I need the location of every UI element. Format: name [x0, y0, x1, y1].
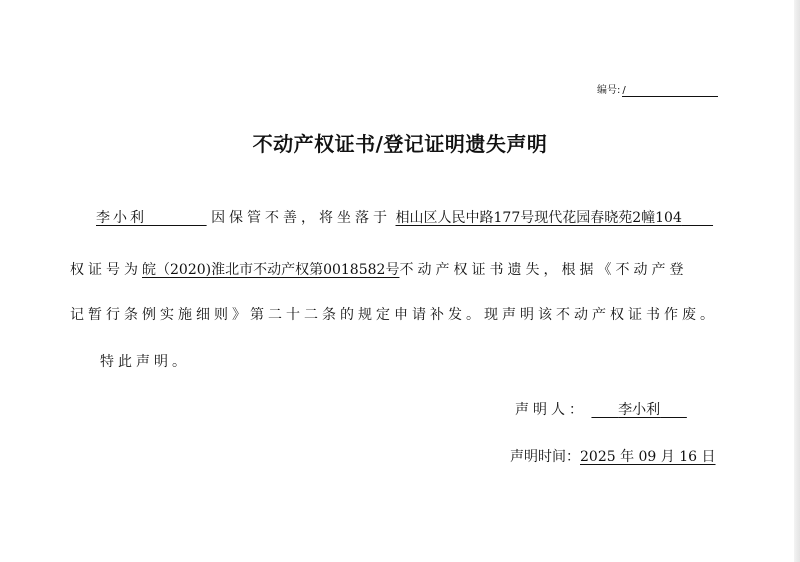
statement-text-a: 因保管不善，将坐落于: [211, 210, 392, 226]
statement-line-1: [96, 209, 713, 227]
serial-label: 编号:: [597, 85, 621, 96]
declare-time-label: 声明时间：: [510, 449, 580, 465]
statement-line-2: [70, 261, 687, 279]
owner-name: 李小利: [96, 210, 147, 226]
declare-time-line: [510, 448, 716, 466]
serial-number: [597, 84, 718, 98]
page-title: 不动产权证书/登记证明遗失声明: [252, 132, 548, 156]
declare-time-value: 2025 年 09 月 16 日: [580, 449, 716, 465]
closing-text: 特此声明。: [100, 354, 190, 370]
certificate-number: 皖（2020)淮北市不动产权第0018582号: [142, 262, 400, 278]
declarant-line: [515, 401, 687, 419]
declarant-name: 李小利: [618, 402, 661, 418]
cert-prefix: 权证号为: [70, 262, 142, 278]
property-address: 相山区人民中路177号现代花园春晓苑2幢104: [395, 210, 682, 226]
page-edge: [794, 0, 800, 562]
declarant-label: 声明人：: [515, 402, 587, 418]
statement-line-3: 记暂行条例实施细则》第二十二条的规定申请补发。现声明该不动产权证书作废。: [70, 307, 718, 323]
serial-value: /: [622, 85, 718, 97]
statement-text-b: 不动产权证书遗失，根据《不动产登: [399, 262, 688, 278]
